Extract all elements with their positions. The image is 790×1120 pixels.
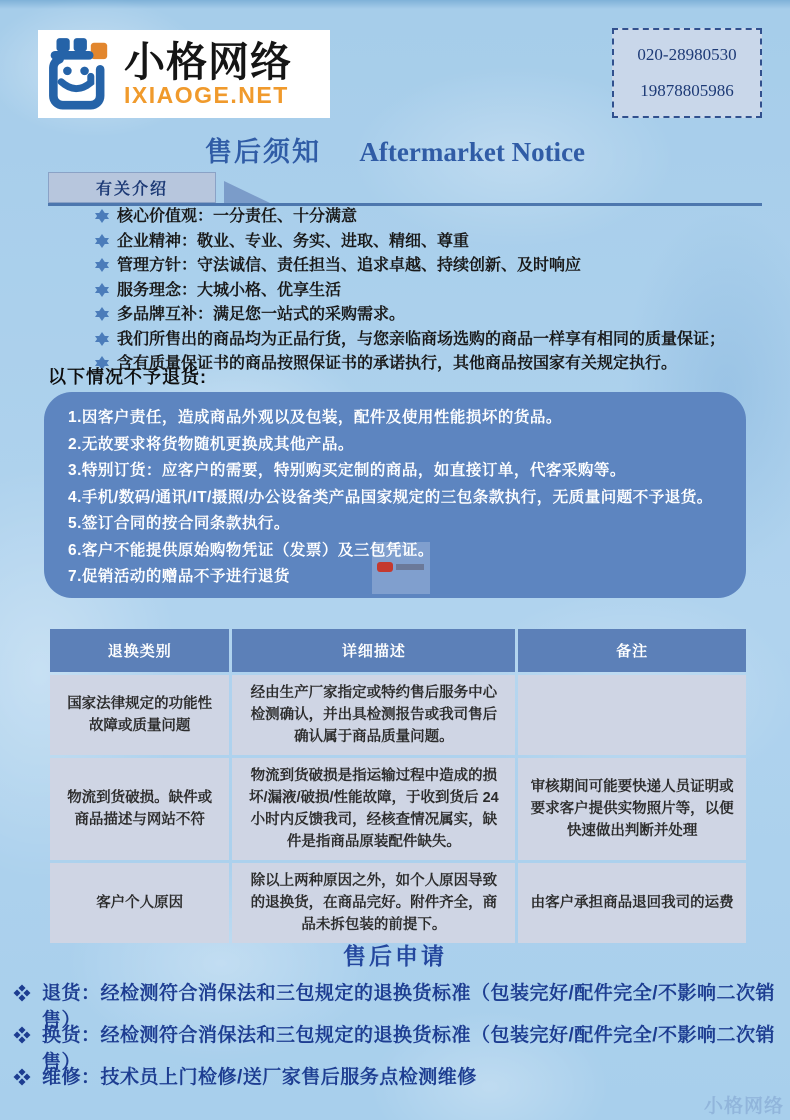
- diamond-bullet-icon: [14, 1069, 31, 1086]
- company-logo: [38, 30, 330, 118]
- cell-remark: 审核期间可能要快递人员证明或要求客户提供实物照片等，以便快速做出判断并处理: [518, 758, 746, 860]
- phone-numbers-box: [612, 28, 762, 118]
- aftersales-item-text: 换货：经检测符合消保法和三包规定的退换货标准（包装完好/配件完全/不影响二次销售）: [42, 1025, 776, 1073]
- phone-number-2: 19878805986: [640, 80, 734, 100]
- phone-number-1: 020-28980530: [637, 45, 737, 65]
- cell-description: 物流到货破损是指运输过程中造成的损坏/漏液/破损/性能故障，于收到货后 24 小时内反馈我司，经核查情况属实，缺件是指商品原装配件缺失。: [232, 758, 515, 860]
- col-header-remark: 备注: [518, 629, 746, 672]
- aftersales-item-text: 退货：经检测符合消保法和三包规定的退换货标准（包装完好/配件完全/不影响二次销售）: [42, 983, 776, 1031]
- cell-remark: [518, 675, 746, 755]
- star-bullet-icon: [95, 209, 109, 223]
- list-item: [95, 280, 768, 301]
- intro-item-text: 企业精神：敬业、专业、务实、进取、精细、尊重: [117, 232, 470, 250]
- col-header-description: 详细描述: [232, 629, 515, 672]
- watermark-badge-icon: [377, 562, 393, 572]
- no-return-item: 6.客户不能提供原始购物凭证（发票）及三包凭证。: [68, 541, 434, 559]
- no-return-item: 4.手机/数码/通讯/IT/摄照/办公设备类产品国家规定的三包条款执行，无质量问题不予退货。: [68, 488, 713, 506]
- tab-corner-triangle-icon: [224, 181, 270, 203]
- return-policy-table: [47, 626, 749, 946]
- list-item: [12, 980, 782, 1031]
- aftersales-title: 售后申请: [343, 943, 447, 969]
- logo-text: [124, 38, 292, 108]
- aftersales-list: [12, 980, 782, 1106]
- star-bullet-icon: [95, 283, 109, 297]
- logo-name-en: IXIAOGE.NET: [124, 81, 289, 108]
- star-bullet-icon: [95, 307, 109, 321]
- list-item: [95, 255, 768, 276]
- no-return-item: 5.签订合同的按合同条款执行。: [68, 515, 290, 532]
- cell-category: 物流到货破损。缺件或商品描述与网站不符: [50, 758, 229, 860]
- star-bullet-icon: [95, 234, 109, 248]
- aftersales-item-text: 维修：技术员上门检修/送厂家售后服务点检测维修: [42, 1067, 477, 1088]
- diamond-bullet-icon: [14, 1027, 31, 1044]
- logo-name-cn: 小格网络: [124, 38, 292, 85]
- list-item: [12, 1022, 782, 1073]
- list-item: [95, 329, 768, 350]
- col-header-category: 退换类别: [50, 629, 229, 672]
- page-title-cn: 售后须知: [204, 137, 321, 167]
- no-return-box: [44, 392, 746, 598]
- no-return-item: 2.无故要求将货物随机更换成其他产品。: [68, 435, 354, 453]
- cell-description: 经由生产厂家指定或特约售后服务中心检测确认，并出具检测报告或我司售后确认属于商品质量问题。: [232, 675, 515, 755]
- table-header-row: [50, 629, 746, 672]
- intro-section-header: [48, 172, 762, 206]
- corner-watermark: 小格网络: [703, 1096, 784, 1117]
- intro-tab: 有关介绍: [48, 172, 216, 203]
- list-item: [95, 231, 768, 252]
- diamond-bullet-icon: [14, 985, 31, 1002]
- intro-item-text: 管理方针：守法诚信、责任担当、追求卓越、持续创新、及时响应: [117, 257, 582, 274]
- no-return-item: 1.因客户责任，造成商品外观以及包装，配件及使用性能损坏的货品。: [68, 409, 562, 426]
- intro-item-text: 我们所售出的商品均为正品行货，与您亲临商场选购的商品一样享有相同的质量保证；: [117, 330, 726, 348]
- cell-remark: 由客户承担商品退回我司的运费: [518, 863, 746, 943]
- star-bullet-icon: [95, 258, 109, 272]
- table-row: [50, 675, 746, 755]
- table-row: [50, 863, 746, 943]
- watermark-text-blur: [396, 564, 424, 570]
- list-item: [95, 206, 768, 227]
- smiley-grid-logo-icon: [44, 35, 122, 113]
- intro-item-text: 含有质量保证书的商品按照保证书的承诺执行，其他商品按国家有关规定执行。: [117, 355, 678, 372]
- no-return-heading: 以下情况不予退货:: [48, 367, 207, 387]
- intro-item-text: 服务理念：大城小格、优享生活: [117, 281, 342, 299]
- intro-list: [95, 206, 768, 378]
- intro-item-text: 核心价值观：一分责任、十分满意: [117, 208, 358, 225]
- table-row: [50, 758, 746, 860]
- cell-category: 国家法律规定的功能性故障或质量问题: [50, 675, 229, 755]
- star-bullet-icon: [95, 332, 109, 346]
- no-return-item: 7.促销活动的赠品不予进行退货: [68, 568, 290, 585]
- list-item: [95, 304, 768, 325]
- page-title: [0, 130, 790, 169]
- embedded-watermark: [372, 542, 430, 594]
- intro-item-text: 多品牌互补：满足您一站式的采购需求。: [117, 306, 406, 323]
- cell-description: 除以上两种原因之外，如个人原因导致的退换货，在商品完好。附件齐全，商品未拆包装的前提下。: [232, 863, 515, 943]
- no-return-item: 3.特别订货：应客户的需要，特别购买定制的商品，如直接订单，代客采购等。: [68, 462, 626, 479]
- page-title-en: Aftermarket Notice: [359, 137, 586, 167]
- cell-category: 客户个人原因: [50, 863, 229, 943]
